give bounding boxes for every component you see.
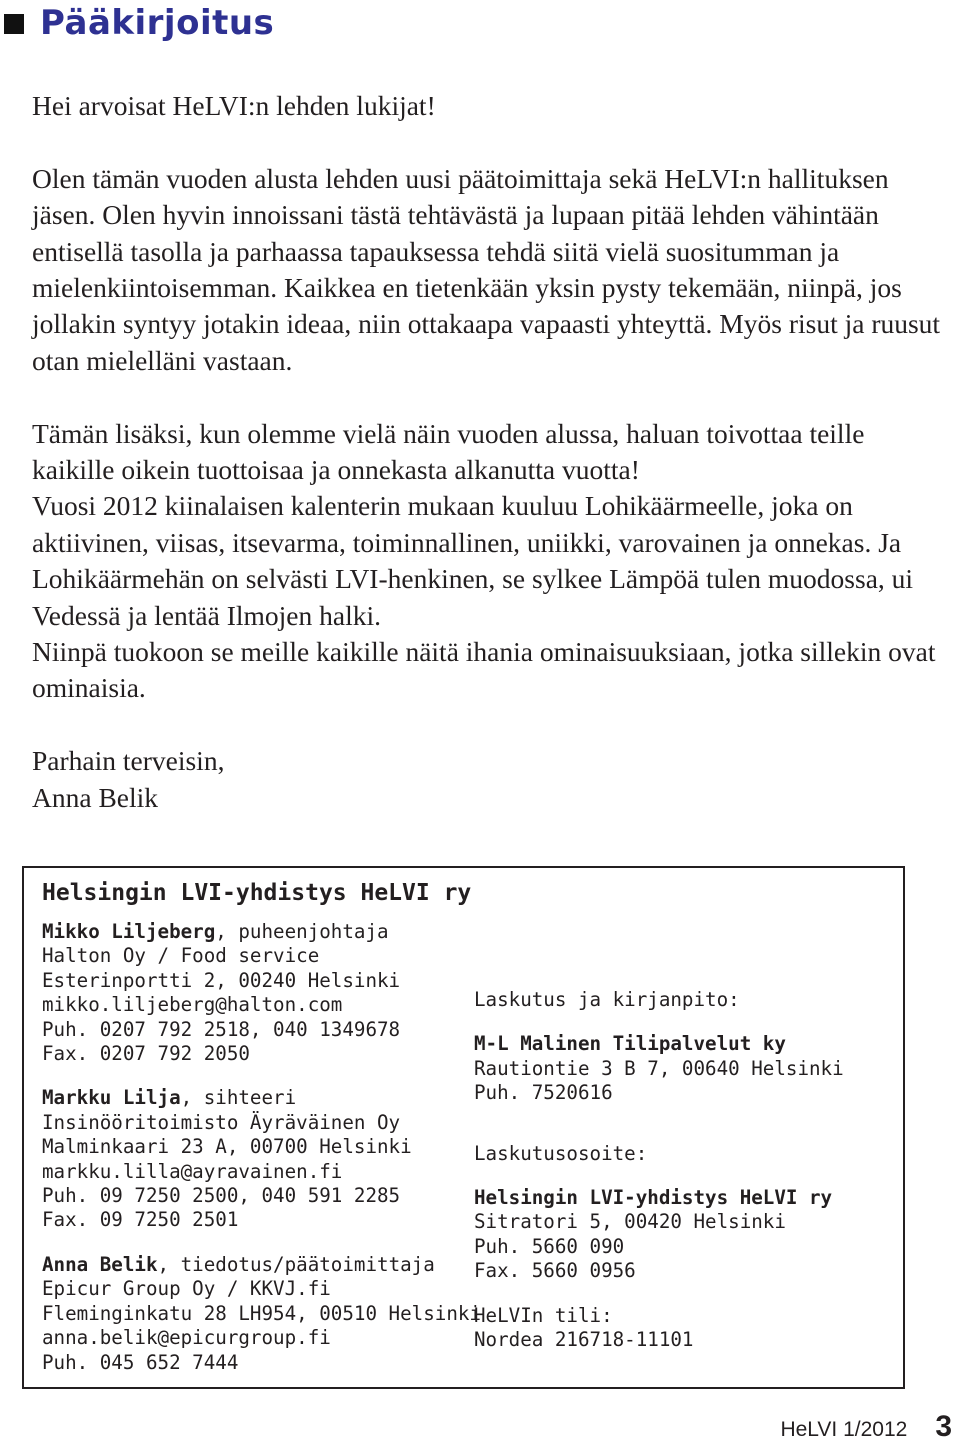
greeting: Hei arvoisat HeLVI:n lehden lukijat!	[32, 90, 436, 121]
contact-address: Esterinportti 2, 00240 Helsinki	[42, 968, 401, 992]
closing: Parhain terveisin,	[32, 745, 225, 777]
contact-name-line	[42, 920, 481, 944]
billing-name	[474, 1032, 844, 1056]
contacts-column	[42, 920, 481, 1375]
contact-name: Mikko Liljeberg	[42, 920, 216, 943]
contact-name-line	[42, 1086, 481, 1110]
billing-address-fax: Fax. 5660 0956	[474, 1259, 636, 1283]
account-label: HeLVIn tili:	[474, 1303, 613, 1327]
contact-email-link[interactable]: anna.belik@epicurgroup.fi	[42, 1326, 331, 1350]
billing-column	[474, 988, 844, 1352]
contact-company: Insinööritoimisto Äyräväinen Oy	[42, 1110, 401, 1134]
page-number: 3	[935, 1410, 952, 1443]
square-bullet-icon	[4, 14, 24, 34]
contact-name: Anna Belik	[42, 1252, 158, 1276]
editorial-text	[32, 88, 952, 816]
page-footer	[780, 1410, 952, 1444]
billing-address-label: Laskutusosoite:	[474, 1141, 648, 1165]
contact-email-link[interactable]: mikko.liljeberg@halton.com	[42, 993, 343, 1017]
contact-company: Epicur Group Oy / KKVJ.fi	[42, 1277, 331, 1301]
contact-phone: Puh. 0207 792 2518, 040 1349678	[42, 1017, 401, 1041]
contact-fax: Fax. 0207 792 2050	[42, 1042, 250, 1066]
contact-address: Malminkaari 23 A, 00700 Helsinki	[42, 1135, 412, 1159]
billing-name-text: M-L Malinen Tilipalvelut ky	[474, 1032, 786, 1056]
contact-name-line	[42, 1253, 481, 1277]
contact-phone: Puh. 09 7250 2500, 040 591 2285	[42, 1184, 401, 1208]
page-heading	[4, 0, 274, 46]
paragraph-1: Olen tämän vuoden alusta lehden uusi päätoimittaja sekä HeLVI:n hallituksen jäsen. Olen hyvin innoissani tästä tehtävästä ja lupaan pitää lehden vähintään entisellä tasolla ja parhaassa tapauksessa tehdä siitä vielä suositumman ja mielenkiintoisemman. Kaikkea en tietenkään yksin pysty tekemään, niinpä, jos jollakin syntyy jotakin ideaa, niin ottakaapa vapaasti yhteyttä. Myös risut ja ruusut otan mielelläni vastaan.	[32, 162, 941, 376]
billing-address-name-text: Helsingin LVI-yhdistys HeLVI ry	[474, 1186, 833, 1210]
paragraph-3: Vuosi 2012 kiinalaisen kalenterin mukaan kuuluu Lohikäärmeelle, joka on aktiivinen, viisas, itsevarma, toiminnallinen, uniikki, varovainen ja onnekas. Ja Lohikäärmehän on selvästi LVI-henkinen, se sylkee Lämpöä tulen muodossa, ui Vedessä ja lentää Ilmojen halki.	[32, 490, 914, 631]
contact-company: Halton Oy / Food service	[42, 944, 320, 968]
contact-fax: Fax. 09 7250 2501	[42, 1208, 239, 1232]
contact-role: , sihteeri	[180, 1086, 297, 1110]
contact-role: , tiedotus/päätoimittaja	[157, 1252, 435, 1276]
billing-address-phone: Puh. 5660 090	[474, 1234, 625, 1258]
contact-phone: Puh. 045 652 7444	[42, 1350, 239, 1374]
billing-label: Laskutus ja kirjanpito:	[474, 988, 740, 1011]
billing-address-street: Sitratori 5, 00420 Helsinki	[474, 1210, 786, 1234]
account-number: Nordea 216718-11101	[474, 1328, 694, 1352]
billing-phone: Puh. 7520616	[474, 1081, 613, 1105]
paragraph-4: Niinpä tuokoon se meille kaikille näitä ihania ominaisuuksiaan, jotka sillekin ovat ominaisia.	[32, 636, 936, 704]
paragraph-2: Tämän lisäksi, kun olemme vielä näin vuoden alussa, haluan toivottaa teille kaikille oikein tuottoisaa ja onnekasta alkanutta vuotta!	[32, 417, 865, 486]
signature: Anna Belik	[32, 781, 159, 813]
contact-email-link[interactable]: markku.lilla@ayravainen.fi	[42, 1159, 343, 1183]
contact-address: Fleminginkatu 28 LH954, 00510 Helsinki	[42, 1301, 481, 1325]
contact-role: , puheenjohtaja	[215, 920, 389, 943]
page-title: Pääkirjoitus	[40, 3, 275, 43]
contact-name: Markku Lilja	[42, 1086, 181, 1110]
contact-box	[22, 866, 905, 1389]
box-title: Helsingin LVI-yhdistys HeLVI ry	[42, 880, 472, 906]
issue-label: HeLVI 1/2012	[780, 1418, 908, 1441]
billing-address: Rautiontie 3 B 7, 00640 Helsinki	[474, 1056, 844, 1080]
billing-address-name	[474, 1186, 844, 1210]
